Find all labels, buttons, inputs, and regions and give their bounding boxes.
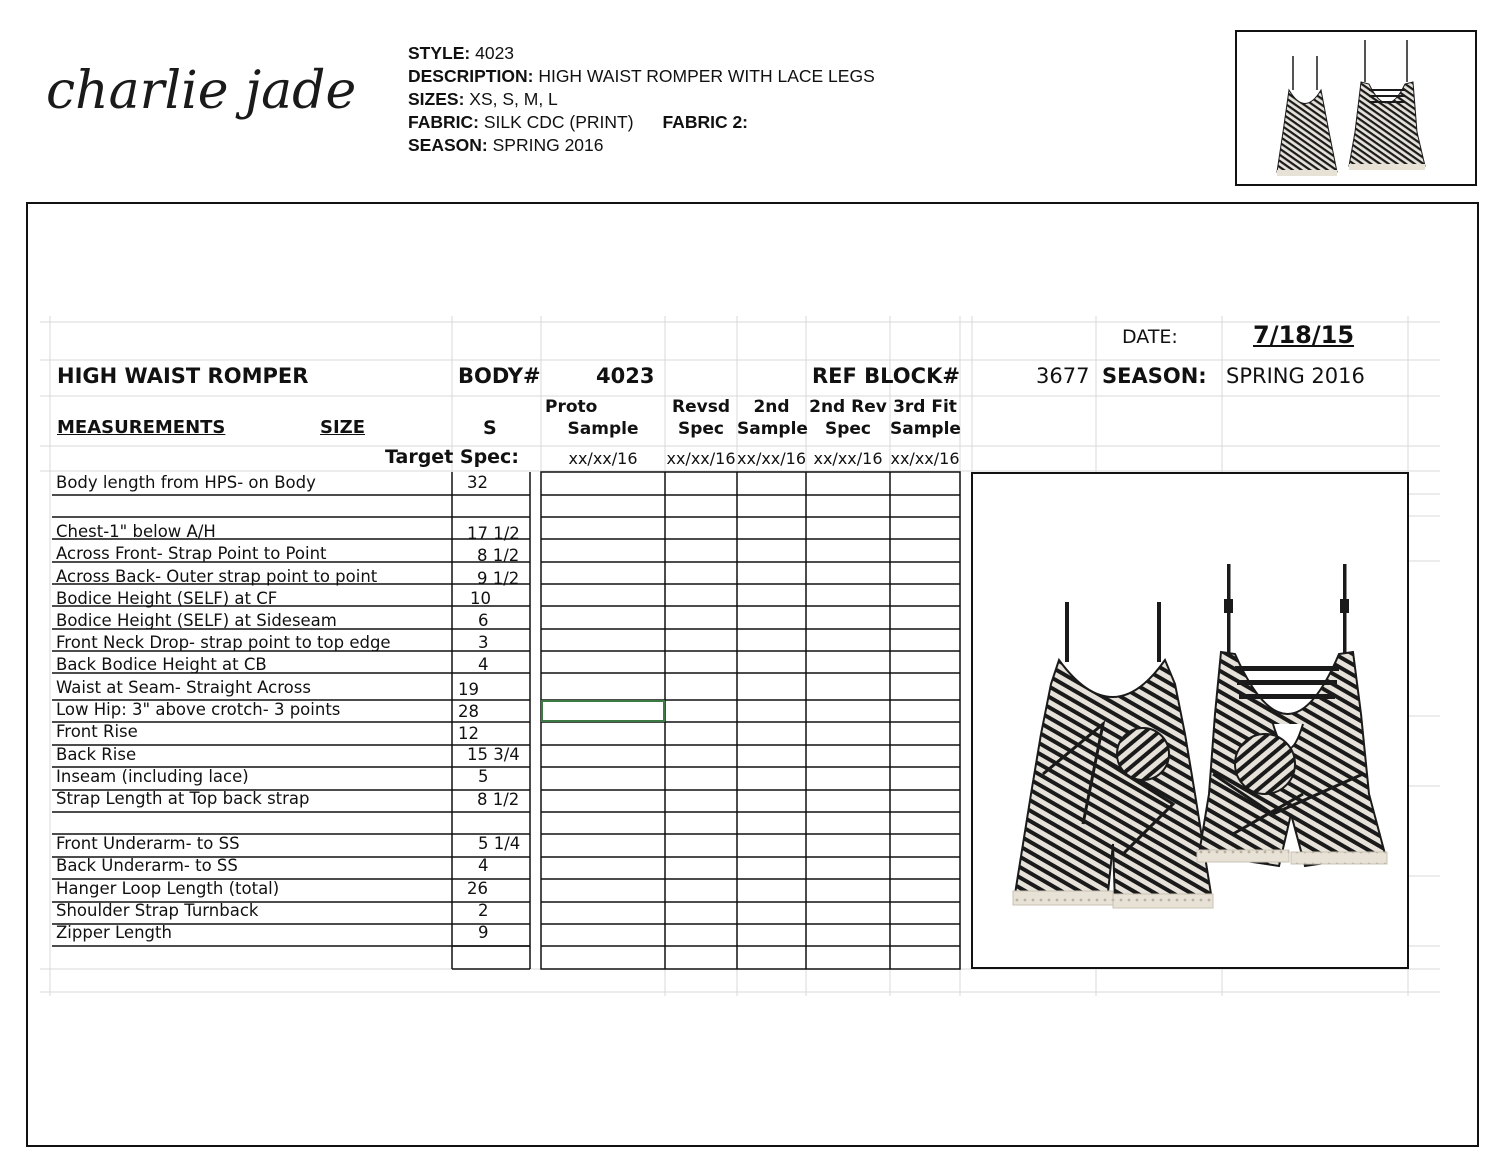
measurement-value-inseam[interactable]: 5 (478, 767, 489, 786)
season-row (408, 134, 875, 157)
style-label: STYLE: (408, 43, 471, 63)
column-header-line1: Proto (545, 397, 598, 417)
measurement-value-across-back[interactable]: 9 1/2 (477, 569, 520, 588)
column-header-line2: Spec (824, 419, 872, 439)
ref-block-value[interactable]: 3677 (1036, 364, 1090, 388)
sizes-value: XS, S, M, L (469, 89, 558, 109)
measurement-label-low-hip: Low Hip: 3" above crotch- 3 points (56, 700, 341, 719)
style-header (408, 42, 875, 157)
measurement-label-back-rise: Back Rise (56, 745, 137, 764)
measurement-value-strap-length[interactable]: 8 1/2 (477, 790, 520, 809)
column-header-line2: Sample (567, 419, 639, 439)
ref-block-label: REF BLOCK# (812, 364, 960, 388)
selected-cell[interactable] (541, 700, 665, 722)
measurement-label-bodice-height-sideseam: Bodice Height (SELF) at Sideseam (56, 611, 337, 630)
garment-title: HIGH WAIST ROMPER (57, 364, 309, 388)
column-header-line2: Spec (677, 419, 725, 439)
measurement-value-front-neck-drop[interactable]: 3 (478, 633, 489, 652)
column-date-3rd-fit-sample[interactable]: xx/xx/16 (890, 449, 960, 468)
measurement-value-waist-at-seam[interactable]: 19 (458, 680, 479, 699)
measurement-label-bodice-height-cf: Bodice Height (SELF) at CF (56, 589, 278, 608)
measurement-label-back-underarm: Back Underarm- to SS (56, 856, 238, 875)
measurement-label-across-back: Across Back- Outer strap point to point (56, 567, 378, 586)
fabric2-label: FABRIC 2: (662, 112, 749, 132)
column-header-3rd-fit-sample (890, 396, 960, 440)
measurement-label-front-neck-drop: Front Neck Drop- strap point to top edge (56, 633, 391, 652)
thumbnail-sketch (1235, 30, 1477, 186)
measurement-value-back-underarm[interactable]: 4 (478, 856, 489, 875)
measurement-label-hanger-loop: Hanger Loop Length (total) (56, 879, 280, 898)
measurement-label-front-underarm: Front Underarm- to SS (56, 834, 240, 853)
romper-flat-sketch (973, 474, 1406, 966)
measurement-value-back-rise[interactable]: 15 3/4 (467, 745, 520, 764)
measurement-label-zipper-length: Zipper Length (56, 923, 172, 942)
column-header-line2: Sample (890, 419, 961, 439)
description-label: DESCRIPTION: (408, 66, 534, 86)
style-row (408, 42, 875, 65)
season-value: SPRING 2016 (492, 135, 604, 155)
column-header-line1: Revsd (672, 397, 730, 417)
measurement-label-waist-at-seam: Waist at Seam- Straight Across (56, 678, 311, 697)
column-date-proto-sample[interactable]: xx/xx/16 (568, 449, 638, 468)
measurement-spreadsheet (40, 316, 1440, 996)
measurement-label-shoulder-strap-turnback: Shoulder Strap Turnback (56, 901, 259, 920)
brand-logo-text: charlie jade (46, 61, 357, 121)
measurement-value-bodice-height-sideseam[interactable]: 6 (478, 611, 489, 630)
brand-logo (40, 40, 370, 140)
style-value: 4023 (475, 43, 515, 63)
column-header-line1: 2nd (753, 397, 790, 417)
fabric-label: FABRIC: (408, 112, 479, 132)
fabric-row (408, 111, 875, 134)
measurement-value-low-hip[interactable]: 28 (458, 702, 479, 721)
size-value[interactable]: S (483, 417, 497, 439)
measurement-value-chest[interactable]: 17 1/2 (467, 524, 520, 543)
column-date-2nd-rev-spec[interactable]: xx/xx/16 (813, 449, 883, 468)
romper-front-view (1013, 602, 1213, 908)
column-header-2nd-rev-spec (806, 396, 890, 440)
column-header-line1: 2nd Rev (809, 397, 887, 417)
season-value-sheet[interactable]: SPRING 2016 (1226, 364, 1365, 388)
measurement-value-bodice-height-cf[interactable]: 10 (470, 589, 491, 608)
romper-back-view (1197, 564, 1387, 866)
sizes-row (408, 88, 875, 111)
column-header-revsd-spec (665, 396, 737, 440)
description-row (408, 65, 875, 88)
fabric-value: SILK CDC (PRINT) (483, 112, 634, 132)
column-header-line1: 3rd Fit (893, 397, 957, 417)
column-header-line2: Sample (737, 419, 808, 439)
column-date-revsd-spec[interactable]: xx/xx/16 (666, 449, 736, 468)
size-label: SIZE (320, 417, 366, 438)
description-value: HIGH WAIST ROMPER WITH LACE LEGS (538, 66, 875, 86)
romper-thumbnail-illustration (1237, 32, 1475, 184)
measurement-value-body-length[interactable]: 32 (467, 473, 488, 492)
column-header-proto-sample (541, 396, 665, 440)
season-label: SEASON: (408, 135, 488, 155)
measurement-label-inseam: Inseam (including lace) (56, 767, 249, 786)
measurement-value-front-underarm[interactable]: 5 1/4 (478, 834, 521, 853)
garment-sketch (971, 472, 1409, 969)
measurement-value-hanger-loop[interactable]: 26 (467, 879, 488, 898)
measurement-value-back-bodice-height[interactable]: 4 (478, 655, 489, 674)
measurement-label-back-bodice-height: Back Bodice Height at CB (56, 655, 267, 674)
measurement-label-front-rise: Front Rise (56, 722, 138, 741)
season-label-sheet: SEASON: (1102, 364, 1207, 388)
measurement-label-chest: Chest-1" below A/H (56, 522, 216, 541)
column-header-2nd-sample (737, 396, 806, 440)
measurement-value-across-front[interactable]: 8 1/2 (477, 546, 520, 565)
measurement-value-zipper-length[interactable]: 9 (478, 923, 489, 942)
column-date-2nd-sample[interactable]: xx/xx/16 (737, 449, 806, 468)
measurement-label-across-front: Across Front- Strap Point to Point (56, 544, 327, 563)
sizes-label: SIZES: (408, 89, 465, 109)
target-spec-label: Target Spec: (385, 446, 519, 468)
measurement-value-shoulder-strap-turnback[interactable]: 2 (478, 901, 489, 920)
measurements-label: MEASUREMENTS (57, 417, 226, 438)
date-label: DATE: (1122, 326, 1178, 348)
measurement-label-body-length: Body length from HPS- on Body (56, 473, 316, 492)
body-value[interactable]: 4023 (596, 364, 655, 388)
body-label: BODY# (458, 364, 541, 388)
date-value[interactable]: 7/18/15 (1253, 321, 1355, 349)
measurement-value-front-rise[interactable]: 12 (458, 724, 479, 743)
measurement-label-strap-length: Strap Length at Top back strap (56, 789, 310, 808)
